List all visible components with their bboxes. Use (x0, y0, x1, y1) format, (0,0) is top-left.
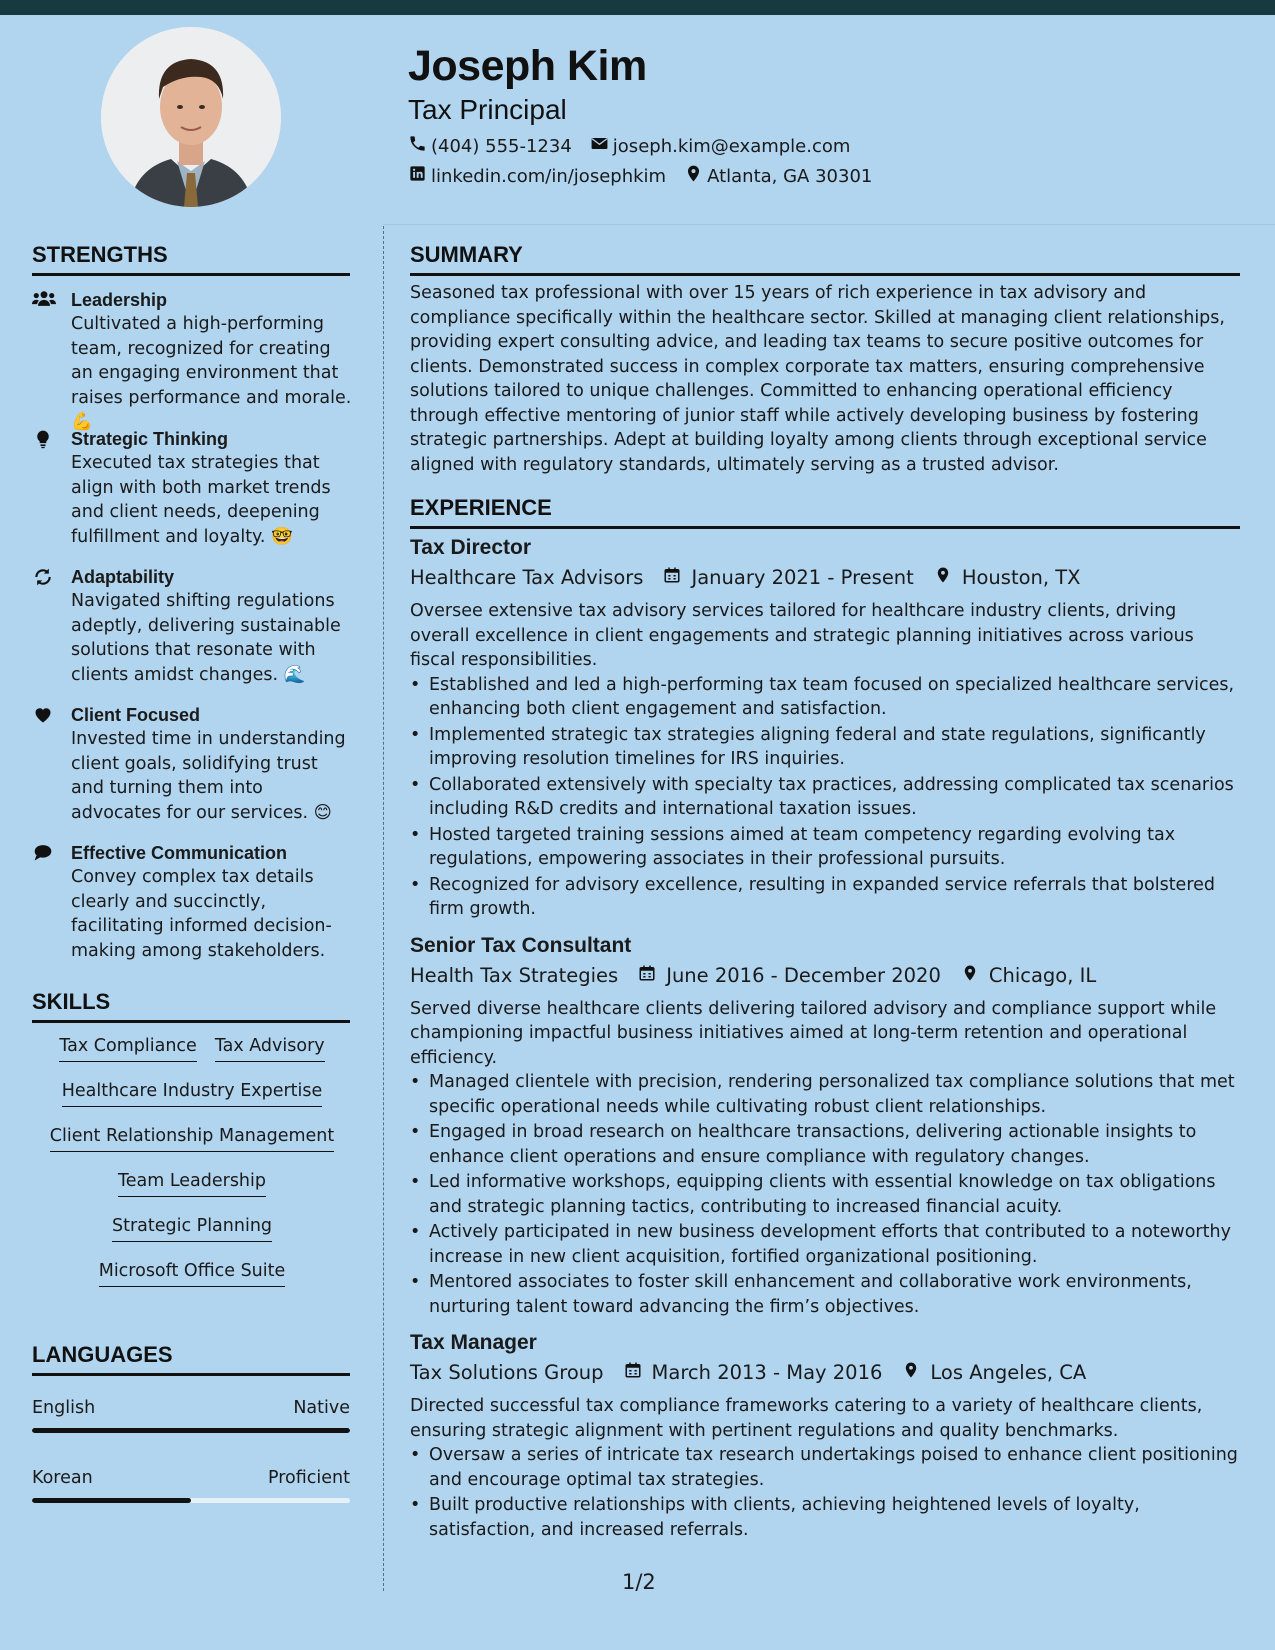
skill-tag: Tax Advisory (215, 1034, 325, 1062)
job-title: Tax Director (410, 536, 531, 559)
email-contact[interactable] (590, 134, 851, 158)
strength-desc: Navigated shifting regulations adeptly, delivering sustainable solutions that resonate with clients amidst changes. 🌊 (71, 591, 341, 685)
job-meta (410, 963, 1240, 988)
skill-tag: Microsoft Office Suite (99, 1259, 286, 1287)
summary-heading: SUMMARY (410, 242, 1240, 276)
phone-icon (408, 134, 427, 158)
heart-icon (32, 705, 56, 725)
skill-tag: Team Leadership (118, 1169, 266, 1197)
job-location: Houston, TX (961, 566, 1081, 589)
linkedin-icon (408, 164, 427, 188)
linkedin-contact[interactable] (408, 164, 666, 188)
language-bar (32, 1428, 350, 1433)
job-bullet: • Built productive relationships with clients, achieving heightened levels of loyalty, satisfaction, and increased referrals. (410, 1493, 1240, 1542)
job-description: Served diverse healthcare clients delivering tailored advisory and compliance support while championing impactful business initiatives aimed at long-term retention and operational efficiency. (410, 998, 1217, 1068)
company-name: Health Tax Strategies (410, 963, 619, 987)
job-dates: March 2013 - May 2016 (651, 1361, 883, 1384)
company-name: Healthcare Tax Advisors (410, 566, 644, 589)
languages-heading: LANGUAGES (32, 1342, 350, 1376)
header-divider (383, 224, 1275, 225)
language-item (32, 1468, 350, 1503)
phone-contact (408, 134, 572, 158)
calendar-icon (653, 565, 681, 590)
job-meta (410, 1360, 1240, 1385)
language-bar-fill (32, 1498, 191, 1503)
candidate-title: Tax Principal (408, 94, 567, 125)
job-bullets (410, 1443, 1240, 1542)
candidate-name: Joseph Kim (408, 42, 647, 90)
strength-item (32, 288, 352, 435)
map-pin-icon (892, 1360, 920, 1385)
job-title: Tax Manager (410, 1331, 537, 1354)
strength-desc: Executed tax strategies that align with both market trends and client needs, deepening fulfillment and loyalty. 🤓 (71, 453, 331, 547)
refresh-icon (32, 567, 56, 587)
language-bar-fill (32, 1428, 350, 1433)
job-bullet: • Hosted targeted training sessions aimed at team competency regarding evolving tax regulations, empowering associates in their professional pursuits. (410, 823, 1240, 872)
language-name: Korean (32, 1468, 93, 1488)
language-item (32, 1398, 350, 1433)
email-text[interactable]: joseph.kim@example.com (612, 135, 851, 157)
contact-row-1 (408, 134, 850, 158)
language-name: English (32, 1398, 96, 1418)
column-divider (383, 226, 384, 1591)
lightbulb-icon (32, 429, 56, 449)
skill-tag: Tax Compliance (59, 1034, 196, 1062)
location-text: Atlanta, GA 30301 (707, 165, 873, 187)
experience-list (410, 535, 1240, 1543)
job-bullet: • Actively participated in new business development efforts that contributed to a noteworthy increase in new client acquisition, fortified organizational positioning. (410, 1220, 1240, 1269)
job-bullet: • Oversaw a series of intricate tax research undertakings poised to enhance client positioning and encourage optimal tax strategies. (410, 1443, 1240, 1492)
calendar-icon (628, 963, 656, 988)
job-bullet: • Mentored associates to foster skill enhancement and collaborative work environments, nurturing talent toward advancing the firm’s objectives. (410, 1270, 1240, 1319)
summary-text: Seasoned tax professional with over 15 years of rich experience in tax advisory and compliance specifically within the healthcare sector. Skilled at managing client relationships, providing expert consulting advice, and leading tax teams to secure positive outcomes for clients. Demonstrated success in complex corporate tax matters, ensuring comprehensive solutions tailored to unique challenges. Committed to enhancing operational efficiency through effective mentoring of junior staff while actively developing business by fostering strategic partnerships. Adept at building loyalty among clients through exceptional service aligned with regulatory standards, ultimately serving as a trusted advisor. (410, 283, 1225, 475)
job-dates: January 2021 - Present (691, 566, 914, 589)
job-bullet: • Engaged in broad research on healthcare transactions, delivering actionable insights to enhance client operations and ensure compliance with regulatory changes. (410, 1120, 1240, 1169)
strength-desc: Convey complex tax details clearly and succinctly, facilitating informed decision-making among stakeholders. (71, 867, 332, 961)
job-bullet: • Implemented strategic tax strategies aligning federal and state regulations, significantly improving resolution timelines for IRS inquiries. (410, 723, 1240, 772)
strength-item (32, 703, 352, 825)
job-meta (410, 565, 1240, 590)
strengths-heading: STRENGTHS (32, 242, 350, 276)
strength-desc: Invested time in understanding client goals, solidifying trust and turning them into advocates for our services. 😊 (71, 729, 346, 823)
job-description: Oversee extensive tax advisory services tailored for healthcare industry clients, driving overall excellence in client engagements and strategic planning initiatives across various fiscal responsibilities. (410, 601, 1194, 670)
strength-item (32, 841, 352, 963)
speech-bubble-icon (32, 843, 56, 863)
location-contact (684, 164, 872, 188)
job-bullet: • Led informative workshops, equipping clients with essential knowledge on tax obligations and strategic planning tactics, contributing to increased financial acuity. (410, 1170, 1240, 1219)
job-entry (410, 535, 1240, 922)
map-pin-icon (924, 565, 952, 590)
skills-list (32, 1034, 352, 1304)
job-entry (410, 933, 1240, 1320)
page-number: 1/2 (622, 1570, 656, 1594)
map-pin-icon (951, 963, 979, 988)
linkedin-text[interactable]: linkedin.com/in/josephkim (431, 165, 667, 187)
job-entry (410, 1330, 1240, 1542)
job-dates: June 2016 - December 2020 (666, 963, 941, 987)
language-level: Native (293, 1398, 350, 1418)
calendar-icon (614, 1360, 642, 1385)
strength-item (32, 427, 352, 549)
map-pin-icon (684, 164, 703, 188)
skill-tag: Healthcare Industry Expertise (62, 1079, 323, 1107)
job-bullet: • Established and led a high-performing tax team focused on specialized healthcare services, enhancing both client engagement and satisfaction. (410, 673, 1240, 722)
envelope-icon (590, 134, 609, 158)
strength-name: Effective Communication (71, 843, 288, 863)
job-bullet: • Managed clientele with precision, rendering personalized tax compliance solutions that met specific operational needs while cultivating robust client relationships. (410, 1070, 1240, 1119)
job-location: Los Angeles, CA (930, 1361, 1087, 1384)
job-description: Directed successful tax compliance frameworks catering to a variety of healthcare clients, ensuring strategic alignment with pertinent regulations and quality benchmarks. (410, 1396, 1203, 1441)
phone-text: (404) 555-1234 (431, 135, 572, 157)
profile-photo (101, 27, 281, 207)
skill-tag: Strategic Planning (112, 1214, 272, 1242)
top-bar (0, 0, 1275, 15)
skills-heading: SKILLS (32, 989, 350, 1023)
strength-name: Adaptability (71, 567, 175, 587)
language-level: Proficient (268, 1468, 350, 1488)
strength-desc: Cultivated a high-performing team, recognized for creating an engaging environment that raises performance and morale. 💪 (71, 314, 352, 432)
strength-name: Client Focused (71, 705, 201, 725)
experience-heading: EXPERIENCE (410, 495, 1240, 529)
skill-tag: Client Relationship Management (50, 1124, 335, 1152)
job-bullet: • Recognized for advisory excellence, resulting in expanded service referrals that bolstered firm growth. (410, 873, 1240, 922)
strength-item (32, 565, 352, 687)
job-location: Chicago, IL (988, 963, 1097, 987)
language-bar (32, 1498, 350, 1503)
strength-name: Strategic Thinking (71, 429, 229, 449)
job-bullets (410, 673, 1240, 922)
strength-name: Leadership (71, 290, 168, 310)
contact-row-2 (408, 164, 872, 188)
job-title: Senior Tax Consultant (410, 933, 632, 957)
job-bullets (410, 1070, 1240, 1319)
users-icon (32, 290, 56, 310)
job-bullet: • Collaborated extensively with specialty tax practices, addressing complicated tax scenarios including R&D credits and international taxation issues. (410, 773, 1240, 822)
company-name: Tax Solutions Group (410, 1361, 604, 1384)
